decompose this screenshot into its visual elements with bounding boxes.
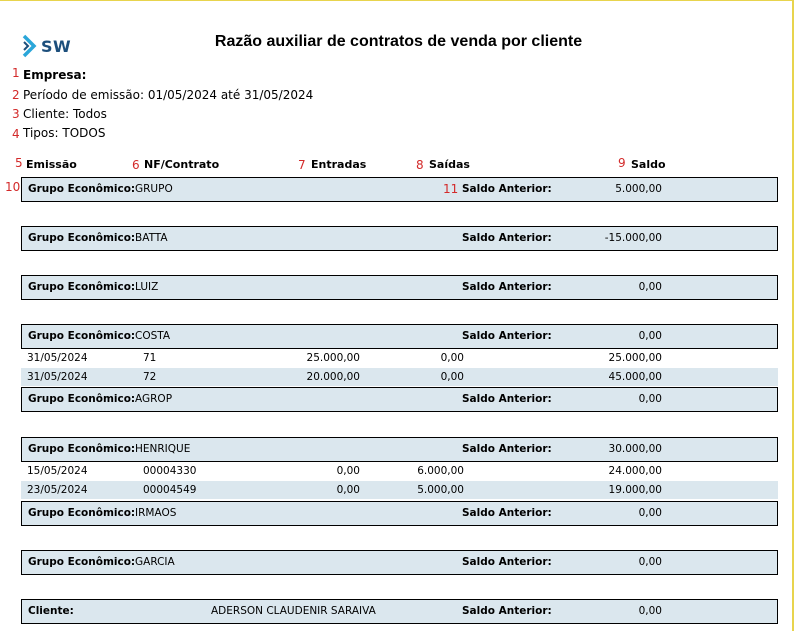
group-name: BATTA [135,232,168,244]
group-header [21,324,778,349]
group-label: Grupo Econômico: [28,232,136,244]
group-header [21,437,778,462]
group-header [21,501,778,526]
marker-1: 1 [12,66,20,80]
client-header [21,599,778,624]
row-entradas: 0,00 [336,465,360,477]
group-label: Grupo Econômico: [28,183,136,195]
table-row [21,368,778,386]
row-saldo: 24.000,00 [608,465,662,477]
saldo-anterior-label: Saldo Anterior: [462,507,552,519]
row-saldo: 45.000,00 [608,371,662,383]
group-name: COSTA [135,330,171,342]
row-entradas: 0,00 [336,484,360,496]
row-emissao: 15/05/2024 [27,465,88,477]
saldo-anterior-value: 0,00 [638,393,662,405]
row-saldo: 25.000,00 [608,352,662,364]
cliente-line: Cliente: Todos [23,107,107,121]
table-row [21,481,778,499]
saldo-anterior-label: Saldo Anterior: [462,232,552,244]
row-entradas: 20.000,00 [306,371,360,383]
marker-10: 10 [5,180,21,194]
col-emissao: Emissão [26,158,77,171]
row-nf: 72 [143,371,157,383]
row-saidas: 0,00 [440,352,464,364]
marker-3: 3 [12,107,20,121]
marker-5: 5 [15,156,23,170]
group-name: IRMAOS [135,507,177,519]
saldo-anterior-label: Saldo Anterior: [462,281,552,293]
client-label: Cliente: [28,605,74,617]
row-emissao: 23/05/2024 [27,484,88,496]
saldo-anterior-value: 0,00 [638,556,662,568]
marker-8: 8 [416,158,424,172]
col-saldo: Saldo [631,158,666,171]
marker-6: 6 [132,158,140,172]
tipos-line: Tipos: TODOS [23,126,106,140]
row-saidas: 6.000,00 [417,465,464,477]
row-emissao: 31/05/2024 [27,371,88,383]
group-header [21,177,778,202]
marker-7: 7 [298,158,306,172]
group-name: AGROP [135,393,173,405]
group-label: Grupo Econômico: [28,330,136,342]
marker-2: 2 [12,88,20,102]
group-name: HENRIQUE [135,443,191,455]
group-label: Grupo Econômico: [28,507,136,519]
saldo-anterior-label: Saldo Anterior: [462,605,552,617]
row-saidas: 0,00 [440,371,464,383]
saldo-anterior-label: Saldo Anterior: [462,443,552,455]
saldo-anterior-label: Saldo Anterior: [462,393,552,405]
group-label: Grupo Econômico: [28,443,136,455]
marker-11: 11 [443,182,459,196]
saldo-anterior-label: Saldo Anterior: [462,330,552,342]
periodo-line: Período de emissão: 01/05/2024 até 31/05/2024 [23,88,314,102]
group-header [21,387,778,412]
saldo-anterior-value: 30.000,00 [608,443,662,455]
saldo-anterior-value: 0,00 [638,330,662,342]
group-header [21,275,778,300]
saldo-anterior-value: 0,00 [638,507,662,519]
row-nf: 00004549 [143,484,197,496]
saldo-anterior-value: -15.000,00 [604,232,662,244]
col-saidas: Saídas [429,158,470,171]
group-header [21,550,778,575]
row-nf: 71 [143,352,157,364]
group-name: GRUPO [135,183,173,195]
logo-text: SW [41,36,72,56]
saldo-anterior-value: 5.000,00 [615,183,662,195]
group-header [21,226,778,251]
saldo-anterior-label: Saldo Anterior: [462,556,552,568]
col-nf: NF/Contrato [144,158,220,171]
group-label: Grupo Econômico: [28,556,136,568]
saldo-anterior-value: 0,00 [638,281,662,293]
row-saidas: 5.000,00 [417,484,464,496]
group-label: Grupo Econômico: [28,393,136,405]
marker-9: 9 [618,156,626,170]
saldo-anterior-label: Saldo Anterior: [462,183,552,195]
group-name: GARCIA [135,556,175,568]
row-nf: 00004330 [143,465,197,477]
group-name: LUIZ [135,281,159,293]
marker-4: 4 [12,127,20,141]
table-row [21,349,778,367]
row-entradas: 25.000,00 [306,352,360,364]
client-name: ADERSON CLAUDENIR SARAIVA [211,605,376,617]
col-entradas: Entradas [311,158,367,171]
report-title: Razão auxiliar de contratos de venda por cliente [214,33,583,50]
group-label: Grupo Econômico: [28,281,136,293]
empresa-line: Empresa: [23,68,87,82]
row-saldo: 19.000,00 [608,484,662,496]
table-row [21,462,778,480]
saldo-anterior-value: 0,00 [638,605,662,617]
row-emissao: 31/05/2024 [27,352,88,364]
